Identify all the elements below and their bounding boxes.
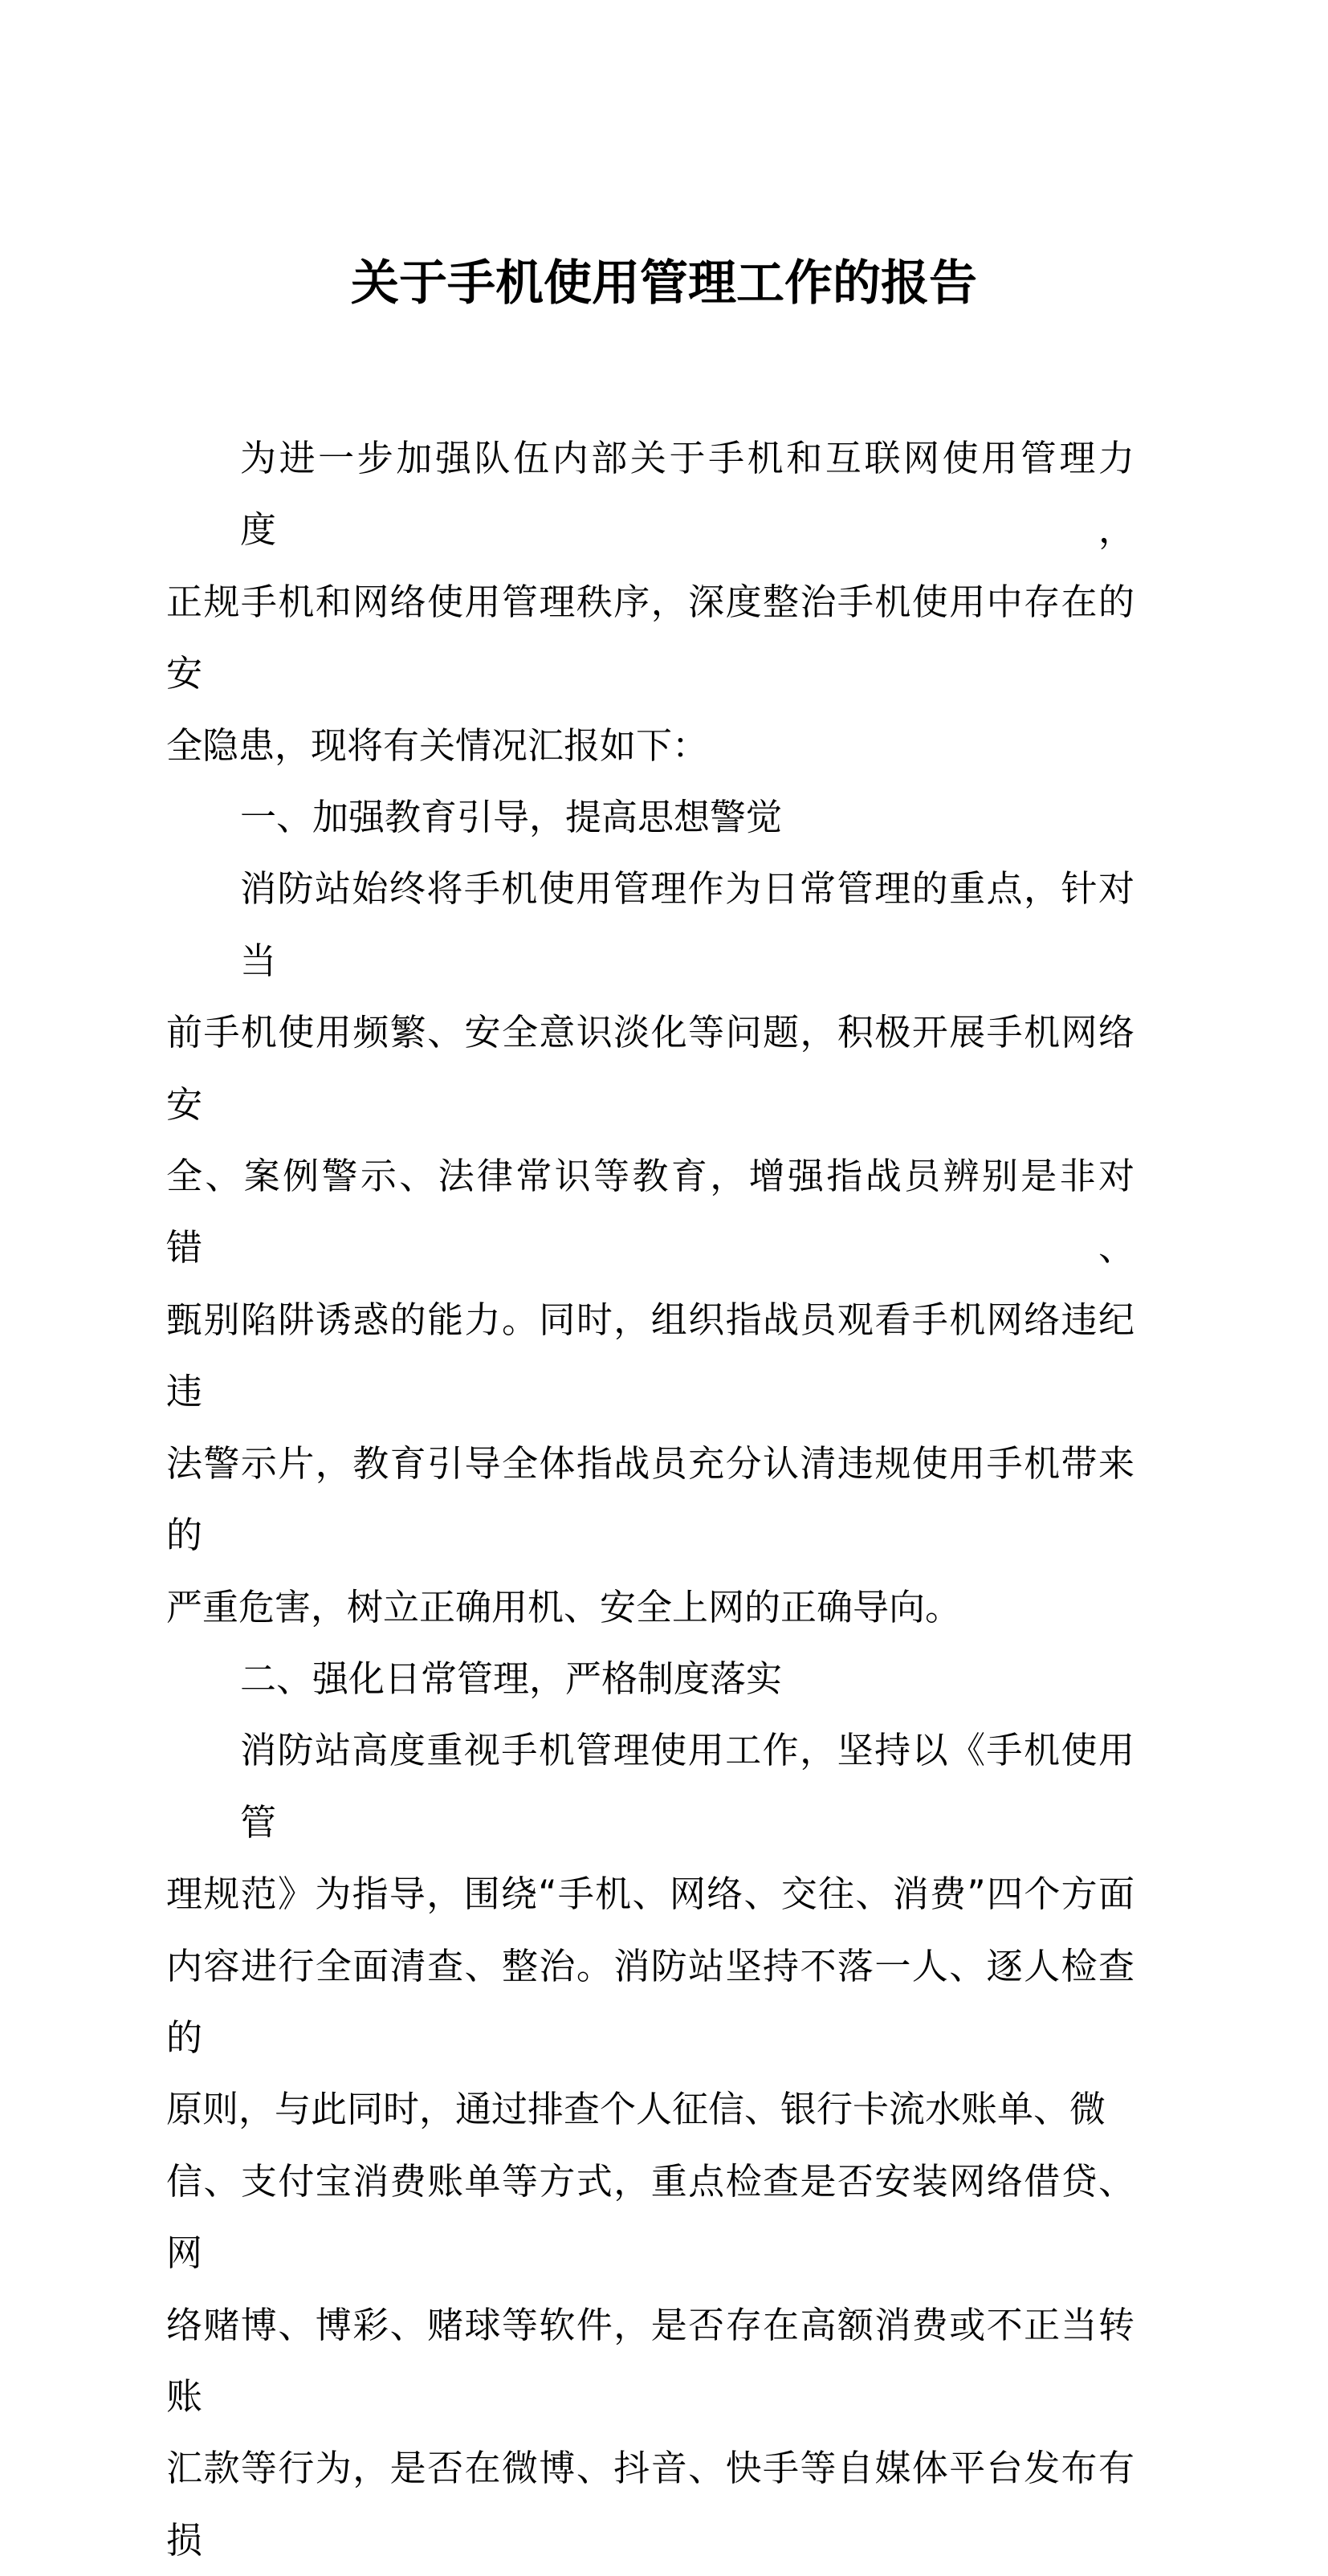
paragraph-line: 络赌博、博彩、赌球等软件，是否存在高额消费或不正当转账 bbox=[166, 2303, 1135, 2418]
paragraph-line: 消防站高度重视手机管理使用工作，坚持以《手机使用管 bbox=[240, 1729, 1135, 1844]
paragraph-line: 前手机使用频繁、安全意识淡化等问题，积极开展手机网络安 bbox=[166, 1011, 1135, 1126]
paragraph-line: 严重危害，树立正确用机、安全上网的正确导向。 bbox=[166, 1585, 962, 1628]
section-heading-1: 一、加强教育引导，提高思想警觉 bbox=[240, 796, 783, 839]
document-title: 关于手机使用管理工作的报告 bbox=[351, 255, 977, 312]
paragraph-line: 正规手机和网络使用管理秩序，深度整治手机使用中存在的安 bbox=[166, 580, 1135, 695]
paragraph-line: 为进一步加强队伍内部关于手机和互联网使用管理力度， bbox=[240, 437, 1135, 552]
paragraph-line: 甄别陷阱诱惑的能力。同时，组织指战员观看手机网络违纪违 bbox=[166, 1298, 1135, 1413]
paragraph-line: 理规范》为指导，围绕“手机、网络、交往、消费”四个方面 bbox=[166, 1873, 1135, 1916]
section-heading-2: 二、强化日常管理，严格制度落实 bbox=[240, 1657, 783, 1700]
paragraph-line: 消防站始终将手机使用管理作为日常管理的重点，针对当 bbox=[240, 867, 1135, 982]
paragraph-line: 内容进行全面清查、整治。消防站坚持不落一人、逐人检查的 bbox=[166, 1944, 1135, 2059]
paragraph-line: 全隐患，现将有关情况汇报如下： bbox=[166, 723, 709, 767]
paragraph-line: 信、支付宝消费账单等方式，重点检查是否安装网络借贷、网 bbox=[166, 2159, 1135, 2275]
paragraph-line: 全、案例警示、法律常识等教育，增强指战员辨别是非对错、 bbox=[166, 1155, 1135, 1270]
paragraph-line: 汇款等行为，是否在微博、抖音、快手等自媒体平台发布有损 bbox=[166, 2447, 1135, 2562]
paragraph-line: 原则，与此同时，通过排查个人征信、银行卡流水账单、微 bbox=[166, 2088, 1106, 2131]
document-body bbox=[166, 422, 1135, 2576]
paragraph-line: 法警示片，教育引导全体指战员充分认清违规使用手机带来的 bbox=[166, 1441, 1135, 1557]
